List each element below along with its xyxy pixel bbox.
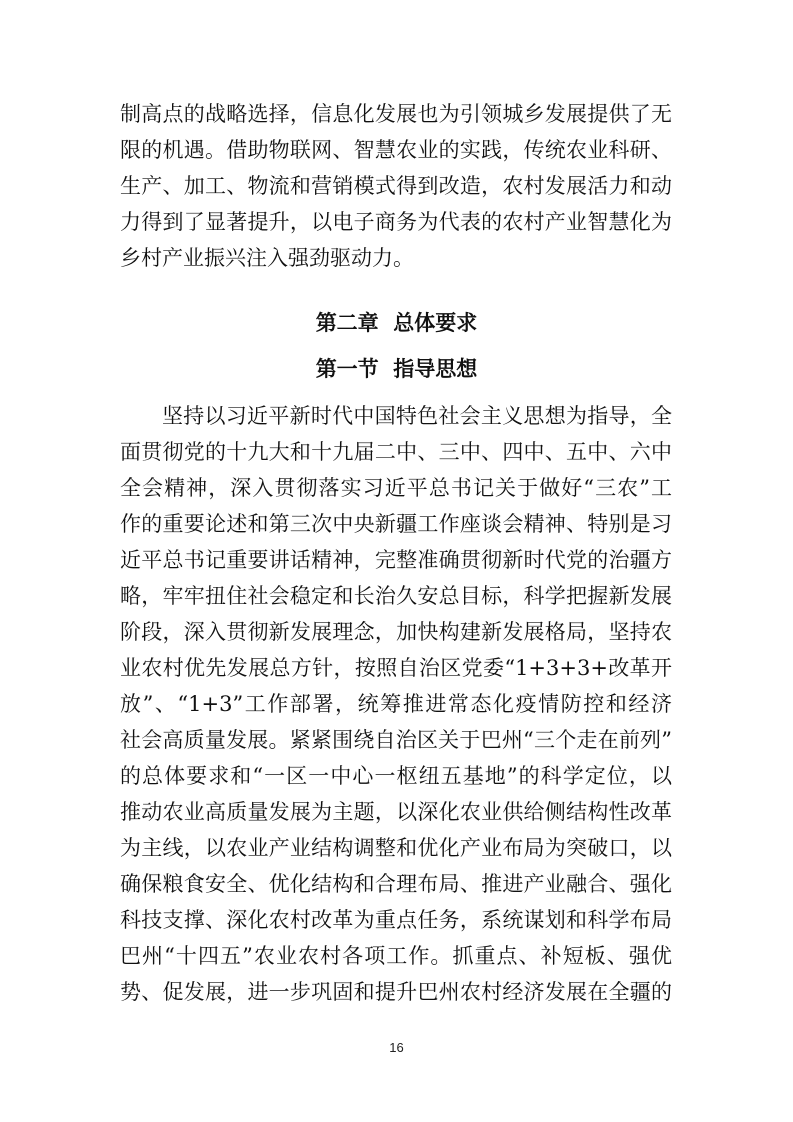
- guiding-line: 略，牢牢扭住社会稳定和长治久安总目标，科学把握新发展: [120, 584, 672, 608]
- guiding-line: 业农村优先发展总方针，按照自治区党委“1+3+3+改革开: [120, 656, 672, 680]
- guiding-line: 全会精神，深入贯彻落实习近平总书记关于做好“三农”工: [120, 476, 672, 500]
- guiding-line: 科技支撑、深化农村改革为重点任务，系统谋划和科学布局: [120, 908, 672, 932]
- intro-line: 制高点的战略选择，信息化发展也为引领城乡发展提供了无: [120, 102, 672, 126]
- guiding-line: 放”、“1+3”工作部署，统筹推进常态化疫情防控和经济: [120, 692, 672, 716]
- guiding-line: 阶段，深入贯彻新发展理念，加快构建新发展格局，坚持农: [120, 620, 672, 644]
- chapter-heading: 第二章 总体要求: [315, 311, 478, 335]
- guiding-line: 为主线，以农业产业结构调整和优化产业布局为突破口，以: [120, 836, 672, 860]
- guiding-line: 作的重要论述和第三次中央新疆工作座谈会精神、特别是习: [120, 512, 672, 536]
- guiding-line: 确保粮食安全、优化结构和合理布局、推进产业融合、强化: [120, 872, 672, 896]
- guiding-line: 巴州“十四五”农业农村各项工作。抓重点、补短板、强优: [120, 944, 672, 968]
- guiding-line: 势、促发展，进一步巩固和提升巴州农村经济发展在全疆的: [120, 980, 672, 1004]
- guiding-line: 近平总书记重要讲话精神，完整准确贯彻新时代党的治疆方: [120, 548, 672, 572]
- guiding-line: 面贯彻党的十九大和十九届二中、三中、四中、五中、六中: [120, 440, 672, 464]
- guiding-line: 坚持以习近平新时代中国特色社会主义思想为指导，全: [162, 404, 672, 428]
- intro-line: 力得到了显著提升，以电子商务为代表的农村产业智慧化为: [120, 210, 672, 234]
- section-heading: 第一节 指导思想: [315, 357, 478, 381]
- guiding-line: 推动农业高质量发展为主题，以深化农业供给侧结构性改革: [120, 800, 672, 824]
- guiding-line: 的总体要求和“一区一中心一枢纽五基地”的科学定位，以: [120, 764, 672, 788]
- intro-line: 限的机遇。借助物联网、智慧农业的实践，传统农业科研、: [120, 138, 672, 162]
- page-number: 16: [389, 1040, 404, 1055]
- intro-line: 乡村产业振兴注入强劲驱动力。: [120, 246, 414, 270]
- intro-line: 生产、加工、物流和营销模式得到改造，农村发展活力和动: [120, 174, 672, 198]
- guiding-line: 社会高质量发展。紧紧围绕自治区关于巴州“三个走在前列”: [120, 728, 672, 752]
